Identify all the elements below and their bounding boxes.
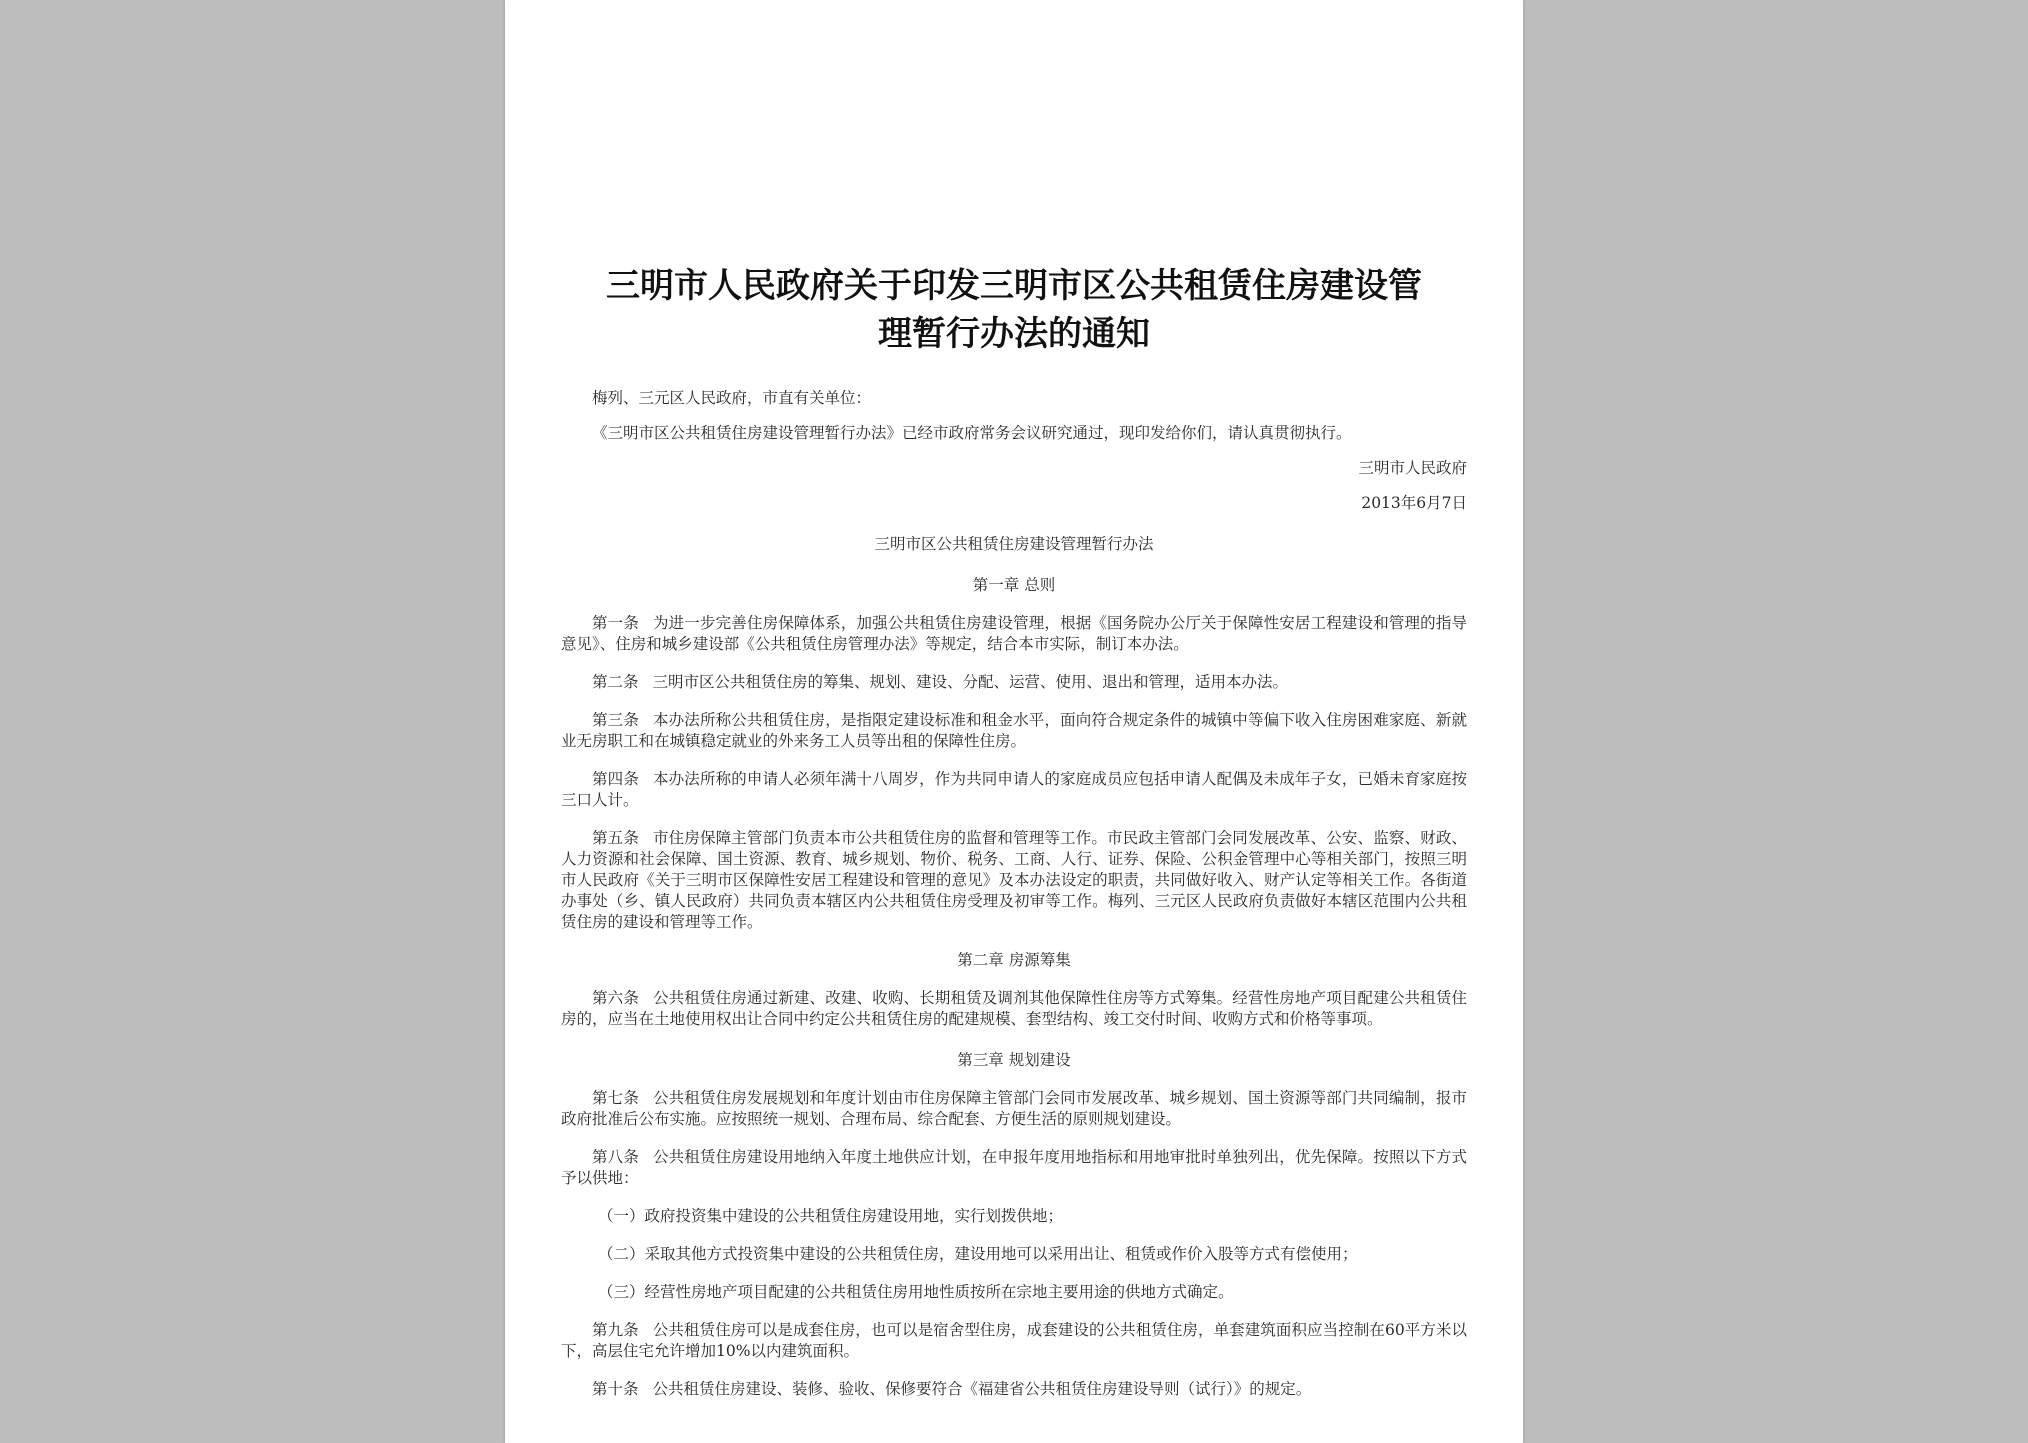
article-text: 公共租赁住房建设、装修、验收、保修要符合《福建省公共租赁住房建设导则（试行）》的规定。 xyxy=(652,1380,1312,1398)
article-text: 为进一步完善住房保障体系，加强公共租赁住房建设管理，根据《国务院办公厅关于保障性安居工程建设和管理的指导意见》、住房和城乡建设部《公共租赁住房管理办法》等规定，结合本市实际，制订本办法。 xyxy=(561,614,1467,653)
chapter-heading: 第二章 房源筹集 xyxy=(957,951,1071,969)
article-number: 第七条 xyxy=(592,1089,639,1107)
article-9 xyxy=(561,1320,1467,1362)
regulation-title: 三明市区公共租赁住房建设管理暂行办法 xyxy=(874,535,1154,553)
article-6 xyxy=(561,988,1467,1030)
document-title xyxy=(561,262,1467,358)
chapter-heading: 第一章 总则 xyxy=(972,576,1056,594)
article-number: 第一条 xyxy=(592,614,639,632)
article-1 xyxy=(561,613,1467,655)
article-number: 第六条 xyxy=(592,989,639,1007)
article-text: 公共租赁住房通过新建、改建、收购、长期租赁及调剂其他保障性住房等方式筹集。经营性房地产项目配建公共租赁住房的，应当在土地使用权出让合同中约定公共租赁住房的配建规模、套型结构、竣工交付时间、收购方式和价格等事项。 xyxy=(561,989,1467,1028)
article-text: 公共租赁住房建设用地纳入年度土地供应计划，在申报年度用地指标和用地审批时单独列出，优先保障。按照以下方式予以供地： xyxy=(561,1148,1467,1187)
article-text: 本办法所称公共租赁住房，是指限定建设标准和租金水平，面向符合规定条件的城镇中等偏下收入住房困难家庭、新就业无房职工和在城镇稳定就业的外来务工人员等出租的保障性住房。 xyxy=(561,711,1467,750)
list-item: （三）经营性房地产项目配建的公共租赁住房用地性质按所在宗地主要用途的供地方式确定。 xyxy=(598,1283,1234,1301)
article-number: 第四条 xyxy=(592,770,639,788)
article-number: 第十条 xyxy=(592,1380,639,1398)
article-text: 三明市区公共租赁住房的筹集、规划、建设、分配、运营、使用、退出和管理，适用本办法。 xyxy=(652,673,1289,691)
issue-date: 2013年6月7日 xyxy=(1361,494,1467,512)
chapter-heading: 第三章 规划建设 xyxy=(957,1051,1071,1069)
article-number: 第三条 xyxy=(592,711,639,729)
article-number: 第二条 xyxy=(592,673,639,691)
list-item: （二）采取其他方式投资集中建设的公共租赁住房，建设用地可以采用出让、租赁或作价入股等方式有偿使用； xyxy=(598,1245,1358,1263)
article-number: 第五条 xyxy=(592,829,639,847)
list-item: （一）政府投资集中建设的公共租赁住房建设用地，实行划拨供地； xyxy=(598,1207,1064,1225)
article-text: 本办法所称的申请人必须年满十八周岁，作为共同申请人的家庭成员应包括申请人配偶及未成年子女，已婚未育家庭按三口人计。 xyxy=(561,770,1467,809)
article-text: 公共租赁住房发展规划和年度计划由市住房保障主管部门会同市发展改革、城乡规划、国土资源等部门共同编制，报市政府批准后公布实施。应按照统一规划、合理布局、综合配套、方便生活的原则规划建设。 xyxy=(561,1089,1467,1128)
document-page xyxy=(505,0,1523,1443)
issuer: 三明市人民政府 xyxy=(1358,459,1467,477)
article-number: 第八条 xyxy=(592,1148,639,1166)
article-text: 市住房保障主管部门负责本市公共租赁住房的监督和管理等工作。市民政主管部门会同发展改革、公安、监察、财政、人力资源和社会保障、国土资源、教育、城乡规划、物价、税务、工商、人行、证券、保险、公积金管理中心等相关部门，按照三明市人民政府《关于三明市区保障性安居工程建设和管理的意见》及本办法设定的职责，共同做好收入、财产认定等相关工作。各街道办事处（乡、镇人民政府）共同负责本辖区内公共租赁住房受理及初审等工作。梅列、三元区人民政府负责做好本辖区范围内公共租赁住房的建设和管理等工作。 xyxy=(561,829,1467,931)
article-2 xyxy=(561,672,1467,693)
document-content xyxy=(561,262,1467,1400)
title-line-1: 三明市人民政府关于印发三明市区公共租赁住房建设管 xyxy=(606,266,1422,306)
article-4 xyxy=(561,769,1467,811)
article-text: 公共租赁住房可以是成套住房，也可以是宿舍型住房，成套建设的公共租赁住房，单套建筑面积应当控制在60平方米以下，高层住宅允许增加10%以内建筑面积。 xyxy=(561,1321,1467,1360)
article-8 xyxy=(561,1147,1467,1189)
article-5 xyxy=(561,828,1467,933)
salutation: 梅列、三元区人民政府，市直有关单位： xyxy=(592,389,872,407)
title-line-2: 理暂行办法的通知 xyxy=(878,314,1150,354)
article-7 xyxy=(561,1088,1467,1130)
article-3 xyxy=(561,710,1467,752)
intro-paragraph: 《三明市区公共租赁住房建设管理暂行办法》已经市政府常务会议研究通过，现印发给你们，请认真贯彻执行。 xyxy=(592,424,1352,442)
article-number: 第九条 xyxy=(592,1321,639,1339)
article-10 xyxy=(561,1379,1467,1400)
